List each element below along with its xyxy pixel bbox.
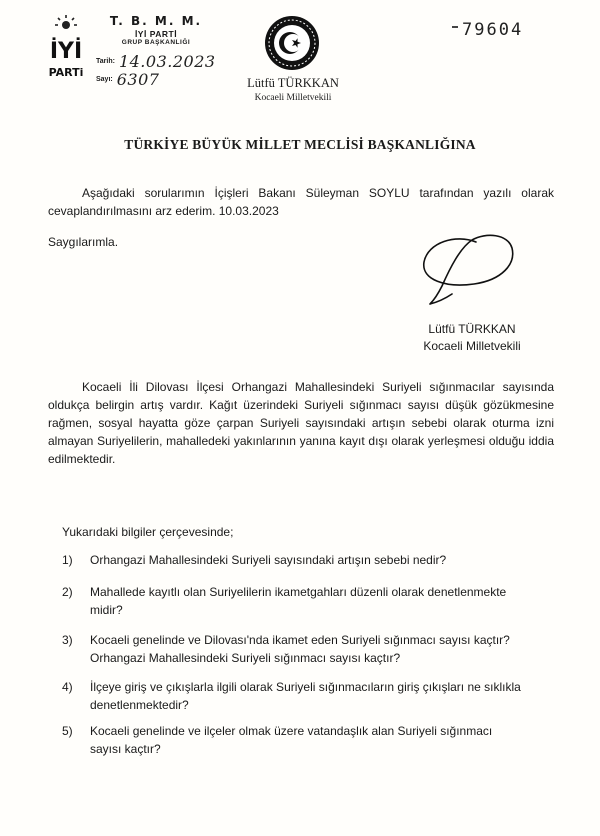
question-item — [62, 583, 532, 619]
stamp-date-value: 14.03.2023 — [118, 52, 216, 71]
document-number: 79604 — [462, 20, 524, 40]
question-item — [62, 551, 542, 569]
question-item — [62, 722, 512, 758]
question-number: 1) — [62, 553, 73, 567]
stamp-date-row — [96, 52, 216, 71]
question-number: 5) — [62, 724, 73, 738]
question-text: İlçeye giriş ve çıkışlarla ilgili olarak Suriyeli sığınmacıların giriş çıkışları ne sıklıkla denetlenmektedir? — [90, 680, 521, 712]
document-number-dash — [452, 26, 458, 28]
question-number: 2) — [62, 585, 73, 599]
intro-paragraph — [48, 184, 554, 220]
iyi-logo-subtext: PARTi — [48, 66, 84, 79]
iyi-logo-text: İYİ — [49, 39, 83, 64]
group-stamp — [96, 14, 216, 46]
stamp-date-label: Tarih: — [96, 58, 115, 65]
question-item — [62, 678, 542, 714]
question-text: Kocaeli genelinde ve ilçeler olmak üzere vatandaşlık alan Suriyeli sığınmacı sayısı kaçtır? — [90, 724, 493, 756]
iyi-party-logo — [40, 14, 92, 80]
signature-district: Kocaeli Milletvekili — [423, 339, 521, 353]
stamp-line1: T. B. M. M. — [109, 14, 203, 28]
mp-district: Kocaeli Milletvekili — [254, 93, 332, 103]
body-paragraph — [48, 378, 554, 468]
stamp-number-value: 6307 — [116, 70, 160, 89]
questions-intro: Yukarıdaki bilgiler çerçevesinde; — [62, 525, 234, 539]
question-item — [62, 631, 542, 667]
question-text: Orhangazi Mahallesindeki Suriyeli sayısındaki artışın sebebi nedir? — [90, 553, 447, 567]
page-title: TÜRKİYE BÜYÜK MİLLET MECLİSİ BAŞKANLIĞINA — [124, 137, 476, 152]
greeting: Saygılarımla. — [48, 235, 119, 249]
stamp-number-label: Sayı: — [96, 76, 113, 83]
question-text: Kocaeli genelinde ve Dilovası'nda ikamet eden Suriyeli sığınmacı sayısı kaçtır? Orhangazi Mahallesindeki Suriyeli sığınmacı sayısı kaçtır? — [90, 633, 510, 665]
body-text: Kocaeli İli Dilovası İlçesi Orhangazi Mahallesindeki Suriyeli sığınmacılar sayısında oldukça belirgin artış vardır. Kağıt üzerindeki Suriyeli sığınmacı sayısı düşük gözükmesine rağmen, sosyal hayatta göze çarpan Suriyeli sayısındaki artışın sebebi olarak oturma izni almayan Suriyelilerin, mahalledeki yakınlarının yanına kayıt dışı olarak yerleşmesi olduğu iddia edilmektedir. — [48, 380, 554, 466]
stamp-line2: İYİ PARTİ — [134, 29, 178, 39]
stamp-number-row — [96, 70, 159, 89]
question-number: 3) — [62, 633, 73, 647]
stamp-line3: GRUP BAŞKANLIĞI — [121, 39, 191, 46]
sun-icon — [55, 15, 77, 29]
intro-text: Aşağıdaki sorularımın İçişleri Bakanı Süleyman SOYLU tarafından yazılı olarak cevaplandırılmasını arz ederim. 10.03.2023 — [48, 186, 554, 218]
question-text: Mahallede kayıtlı olan Suriyelilerin ikametgahları düzenli olarak denetlenmekte midir? — [90, 585, 507, 617]
signature-name: Lütfü TÜRKKAN — [428, 322, 516, 336]
question-number: 4) — [62, 680, 73, 694]
handwritten-signature — [416, 228, 520, 310]
parliament-emblem-icon — [263, 14, 321, 72]
mp-name: Lütfü TÜRKKAN — [247, 76, 339, 90]
